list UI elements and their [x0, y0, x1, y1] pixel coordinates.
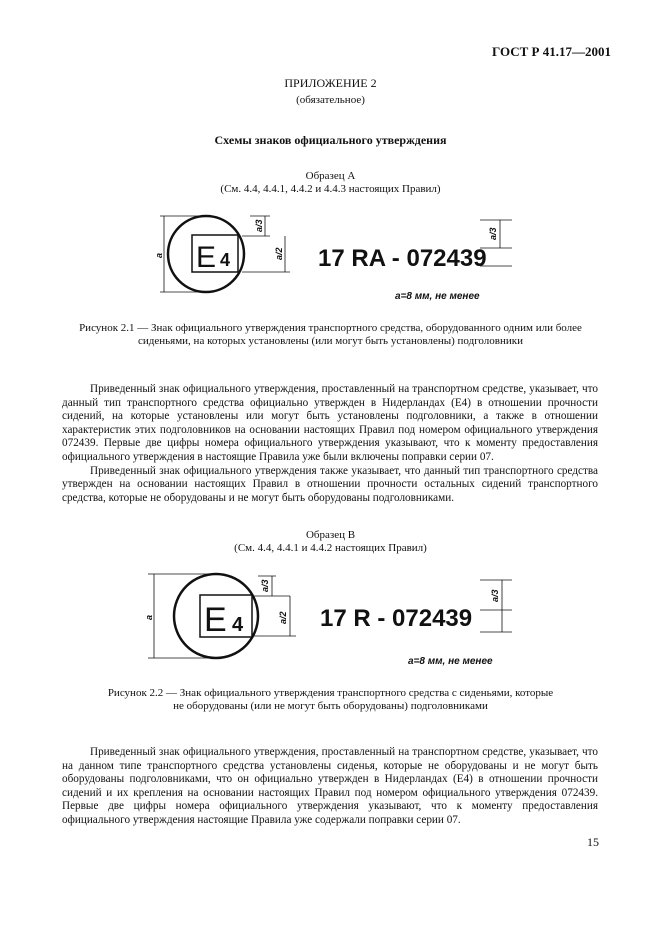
appendix-title: ПРИЛОЖЕНИЕ 2 — [284, 76, 377, 90]
section-title: Схемы знаков официального утверждения — [214, 133, 447, 147]
sample-a-reference: (См. 4.4, 4.4.1, 4.4.2 и 4.4.3 настоящих Правил) — [220, 183, 441, 195]
dimension-a3-label-number: a/3 — [490, 589, 500, 602]
document-code: ГОСТ Р 41.17—2001 — [492, 44, 611, 59]
approval-mark-figure-a — [150, 208, 520, 308]
dimension-a3-label-number: a/3 — [488, 227, 498, 240]
paragraph-b-1: Приведенный знак официального утверждения, проставленный на транспортном средстве, указывает, что на данном типе транспортного средства установлены сиденья, которые не оборудованы и не могут быть оборудованы подголовниками, что он официально утвержден в Нидерландах (E4) в отношении прочности сидений и их крепления на основании настоящих Правил под номером официального утверждения 072439. Первые две цифры номера официального утверждения указывают, что к моменту предоставления официального утверждения настоящие Правила уже содержали поправки серии 07. — [62, 746, 598, 826]
dimension-a3-label: a/3 — [254, 219, 264, 232]
approval-number: 17 R - 072439 — [320, 605, 473, 632]
figure-2-2-caption-line-1: Рисунок 2.2 — Знак официального утверждения транспортного средства с сиденьями, которые — [107, 687, 554, 699]
figure-2-1-caption-line-2: сиденьями, на которых установлены (или могут быть установлены) подголовники — [138, 335, 523, 347]
dimension-a2-label: a/2 — [278, 611, 288, 624]
dimension-a-label: a — [154, 252, 164, 258]
minimum-size-note: a=8 мм, не менее — [408, 656, 493, 667]
approval-number: 17 RA - 072439 — [318, 245, 487, 272]
figure-2-2-caption-line-2: не оборудованы (или не могут быть оборудованы) подголовниками — [173, 700, 488, 712]
paragraph-a-2: Приведенный знак официального утверждения также указывает, что данный тип транспортного средства утвержден на основании настоящих Правил в отношении прочности остальных сидений транспортного средства, которые не оборудованы и не могут быть оборудованы подголовниками. — [62, 464, 598, 504]
sample-b-title: Образец В — [305, 529, 356, 541]
dimension-a-label: a — [144, 614, 154, 620]
appendix-subtitle: (обязательное) — [296, 94, 365, 106]
figure-2-1-caption-line-1: Рисунок 2.1 — Знак официального утверждения транспортного средства, оборудованного одним или более — [79, 322, 582, 334]
page-number: 15 — [587, 835, 599, 849]
mark-letter-e: E — [196, 241, 217, 274]
sample-a-title: Образец А — [305, 170, 356, 182]
paragraph-a-1: Приведенный знак официального утверждения, проставленный на транспортном средстве, указывает, что данный тип транспортного средства официально утвержден в Нидерландах (E4) в отношении прочности сидений, на которые установлены или могут быть установлены подголовники, а также в отношении характеристик этих подголовников на основании настоящих Правил под номером официального утверждения 072439. Первые две цифры номера официального утверждения указывают, что к моменту предоставления официального утверждения в настоящие Правила уже были включены поправки серии 07. — [62, 383, 598, 463]
mark-letter-e: E — [204, 601, 227, 639]
paragraph-sample-b — [62, 746, 598, 828]
mark-country-number: 4 — [232, 614, 244, 636]
paragraph-sample-a — [62, 383, 598, 505]
sample-b-reference: (См. 4.4, 4.4.1 и 4.4.2 настоящих Правил) — [234, 542, 427, 554]
mark-country-number: 4 — [220, 250, 231, 270]
dimension-a3-label: a/3 — [260, 579, 270, 592]
minimum-size-note: a=8 мм, не менее — [395, 291, 480, 302]
dimension-a2-label: a/2 — [274, 247, 284, 260]
approval-mark-figure-b — [140, 566, 520, 676]
